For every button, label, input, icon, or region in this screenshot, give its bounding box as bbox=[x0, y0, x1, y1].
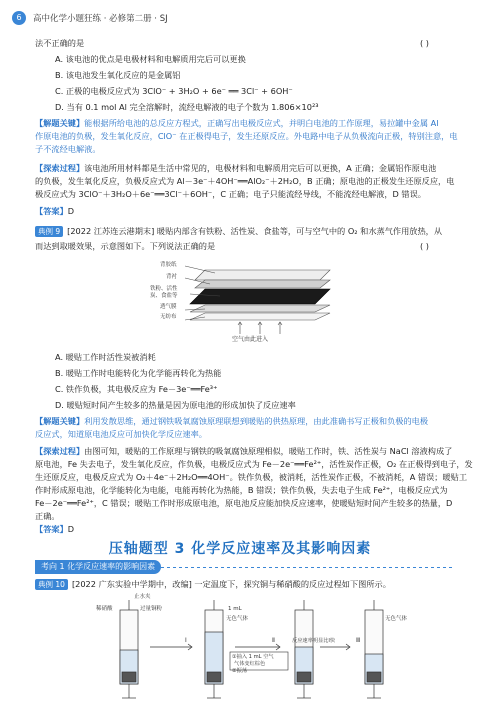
label-1ml: 1 mL bbox=[228, 606, 242, 612]
q1-answer bbox=[35, 205, 74, 217]
q2-answer-line bbox=[35, 523, 74, 535]
q2-option-d: D. 暖贴短时间产生较多的热量是因为原电池的形成加快了反应速率 bbox=[55, 400, 296, 410]
backing-paper bbox=[195, 270, 330, 280]
q1-option-c: C. 正极的电极反应式为 3ClO⁻ + 3H₂O + 6e⁻ ══ 3Cl⁻ + 6OH⁻ bbox=[55, 86, 293, 96]
answer-value: D bbox=[67, 206, 75, 216]
q2-option-b: B. 暖贴工作时电能转化为化学能再转化为热能 bbox=[55, 368, 222, 378]
syringe-diagram bbox=[80, 592, 410, 704]
label-copper: 过量铜粉 bbox=[140, 606, 163, 612]
label-red-brown: 气体变红棕色 bbox=[234, 661, 266, 667]
explore-line: 作时形成原电池，化学能转化为电能，电能再转化为热能，B 错误；铁作负极，失去电子生成 Fe²⁺，电极反应式为 bbox=[35, 485, 448, 495]
syringe-2 bbox=[205, 600, 223, 698]
topic-pill bbox=[35, 560, 161, 574]
section-title: 压轴题型 3 化学反应速率及其影响因素 bbox=[108, 541, 372, 557]
q2-stem-1 bbox=[35, 225, 442, 237]
label-step1: ①抽入 1 mL 空气 bbox=[232, 654, 274, 660]
figure-caption: 空气由此进入 bbox=[232, 336, 269, 343]
key-line: 能根据所给电池的总反应方程式，正确写出电极反应式，并明白电池的工作原理，易拉罐中金属 Al bbox=[84, 118, 439, 128]
topic-bar bbox=[35, 560, 455, 574]
q2-explore bbox=[35, 445, 452, 457]
iron-powder-layer bbox=[190, 289, 330, 304]
topic-title: 化学反应速率的影响因素 bbox=[67, 562, 156, 571]
syringe-1 bbox=[120, 600, 138, 698]
q1-option-d: D. 当有 0.1 mol Al 完全溶解时，流经电解液的电子个数为 1.806×10²³ bbox=[55, 102, 319, 112]
q1-explore bbox=[35, 162, 436, 174]
key-line: 作原电池的负极，发生氧化反应，ClO⁻ 在正极得电子，发生还原反应。外电路中电子从负极流向正极，特别注意，电 bbox=[35, 131, 458, 141]
label-membrane: 透气膜 bbox=[160, 304, 177, 310]
label-faster: 反应速率明显比Ⅰ快 bbox=[292, 638, 336, 644]
syringe-4 bbox=[365, 600, 383, 698]
label-iron-powder: 铁粉、活性 炭、食盐等 bbox=[150, 286, 178, 299]
explore-line: 极反应式为 3ClO⁻＋3H₂O＋6e⁻══3Cl⁻＋6OH⁻，C 正确；电子只能流经导线，不能流经电解液，D 错误。 bbox=[35, 189, 426, 199]
answer-tag: 【答案】 bbox=[35, 524, 68, 534]
label-clamp: 止水夹 bbox=[134, 594, 151, 600]
label-roman-2: Ⅱ bbox=[272, 637, 275, 644]
leader-line bbox=[185, 266, 215, 273]
q2-key bbox=[35, 415, 428, 427]
example-label: 典例 9 bbox=[35, 226, 63, 237]
explore-line: Fe－2e⁻══Fe²⁺，C 错误；暖贴工作时形成原电池，原电池反应能加快反应速率，使暖贴短时间产生较多的热量，D bbox=[35, 498, 453, 508]
q2-paren: ( ) bbox=[420, 241, 429, 251]
breathable-membrane bbox=[190, 305, 330, 312]
q1-stem: 法不正确的是 bbox=[35, 38, 85, 48]
explore-line: 的负极，发生氧化反应，负极反应式为 Al－3e⁻＋4OH⁻══AlO₂⁻＋2H₂O，B 正确；原电池的正极发生还原反应，电 bbox=[35, 176, 455, 186]
q2-option-c: C. 铁作负极，其电极反应为 Fe－3e⁻══Fe³⁺ bbox=[55, 384, 218, 394]
stem-line: [2022 江苏连云港期末] 暖贴内部含有铁粉、活性炭、食盐等，可与空气中的 O₂ 和水蒸气作用放热，从 bbox=[67, 226, 443, 236]
key-tag: 【解题关键】 bbox=[35, 118, 85, 128]
label-backing-paper: 背胶纸 bbox=[160, 262, 177, 268]
label-nonwoven: 无纺布 bbox=[160, 314, 177, 320]
label-roman-1: Ⅰ bbox=[185, 637, 187, 644]
q1-paren: ( ) bbox=[420, 38, 429, 48]
label-colorless-gas-2: 无色气体 bbox=[385, 616, 408, 622]
explore-tag: 【探索过程】 bbox=[35, 163, 85, 173]
explore-line: 原电池，Fe 失去电子，发生氧化反应，作负极，电极反应式为 Fe－2e⁻══Fe²⁺，活性炭作正极，O₂ 在正极得到电子，发 bbox=[35, 459, 473, 469]
key-line: 反应式，知道原电池反应可加快化学反应速率。 bbox=[35, 429, 207, 439]
q1-option-b: B. 该电池发生氧化反应的是金属铝 bbox=[55, 70, 181, 80]
label-roman-3: Ⅲ bbox=[356, 637, 361, 644]
backing-layer bbox=[195, 280, 330, 288]
q2-stem-2: 而达到取暖效果，示意图如下。下列说法正确的是 bbox=[35, 241, 216, 251]
explore-line: 生还原反应，电极反应式为 O₂＋4e⁻＋2H₂O══4OH⁻。铁作负极，被消耗，活性炭作正极，不被消耗，A 错误；暖贴工 bbox=[35, 472, 468, 482]
topic-tag: 考向 1 bbox=[41, 562, 65, 571]
example-label: 典例 10 bbox=[35, 579, 68, 590]
running-title: 高中化学小题狂练 · 必修第二册 · SJ bbox=[33, 14, 168, 24]
answer-tag: 【答案】 bbox=[35, 206, 68, 216]
label-step2: ②振荡 bbox=[232, 668, 248, 674]
q3-stem bbox=[35, 578, 391, 590]
q1-key bbox=[35, 117, 439, 129]
key-line: 子不流经电解液。 bbox=[35, 144, 101, 154]
key-tag: 【解题关键】 bbox=[35, 416, 85, 426]
q1-option-a: A. 该电池的优点是电极材料和电解质用完后可以更换 bbox=[55, 54, 246, 64]
q2-option-a: A. 暖贴工作时活性炭被消耗 bbox=[55, 352, 156, 362]
explore-line: 该电池所用材料都是生活中常见的，电极材料和电解质用完后可以更换，A 正确；金属铝作原电池 bbox=[84, 163, 437, 173]
explore-line: 正确。 bbox=[35, 511, 60, 521]
label-backing: 背衬 bbox=[166, 274, 178, 280]
label-nitric-acid: 稀硝酸 bbox=[96, 606, 113, 612]
stem-line: [2022 广东实验中学期中，改编] 一定温度下，探究铜与稀硝酸的反应过程如下图所示。 bbox=[71, 579, 391, 589]
nonwoven-fabric bbox=[190, 313, 330, 320]
key-line: 利用发散思维，通过钢铁吸氧腐蚀原理联想到暖贴的供热原理，由此准确书写正极和负极的电极 bbox=[84, 416, 429, 426]
page-number: 6 bbox=[12, 11, 26, 25]
syringe-3 bbox=[295, 600, 313, 698]
air-arrows bbox=[238, 322, 282, 334]
topic-divider bbox=[155, 567, 455, 568]
label-colorless-gas: 无色气体 bbox=[226, 616, 249, 622]
explore-line: 由图可知，暖贴的工作原理与钢铁的吸氧腐蚀原理相似，暖贴工作时，铁、活性炭与 NaCl 溶液构成了 bbox=[84, 446, 453, 456]
explore-tag: 【探索过程】 bbox=[35, 446, 85, 456]
answer-value: D bbox=[67, 524, 75, 534]
